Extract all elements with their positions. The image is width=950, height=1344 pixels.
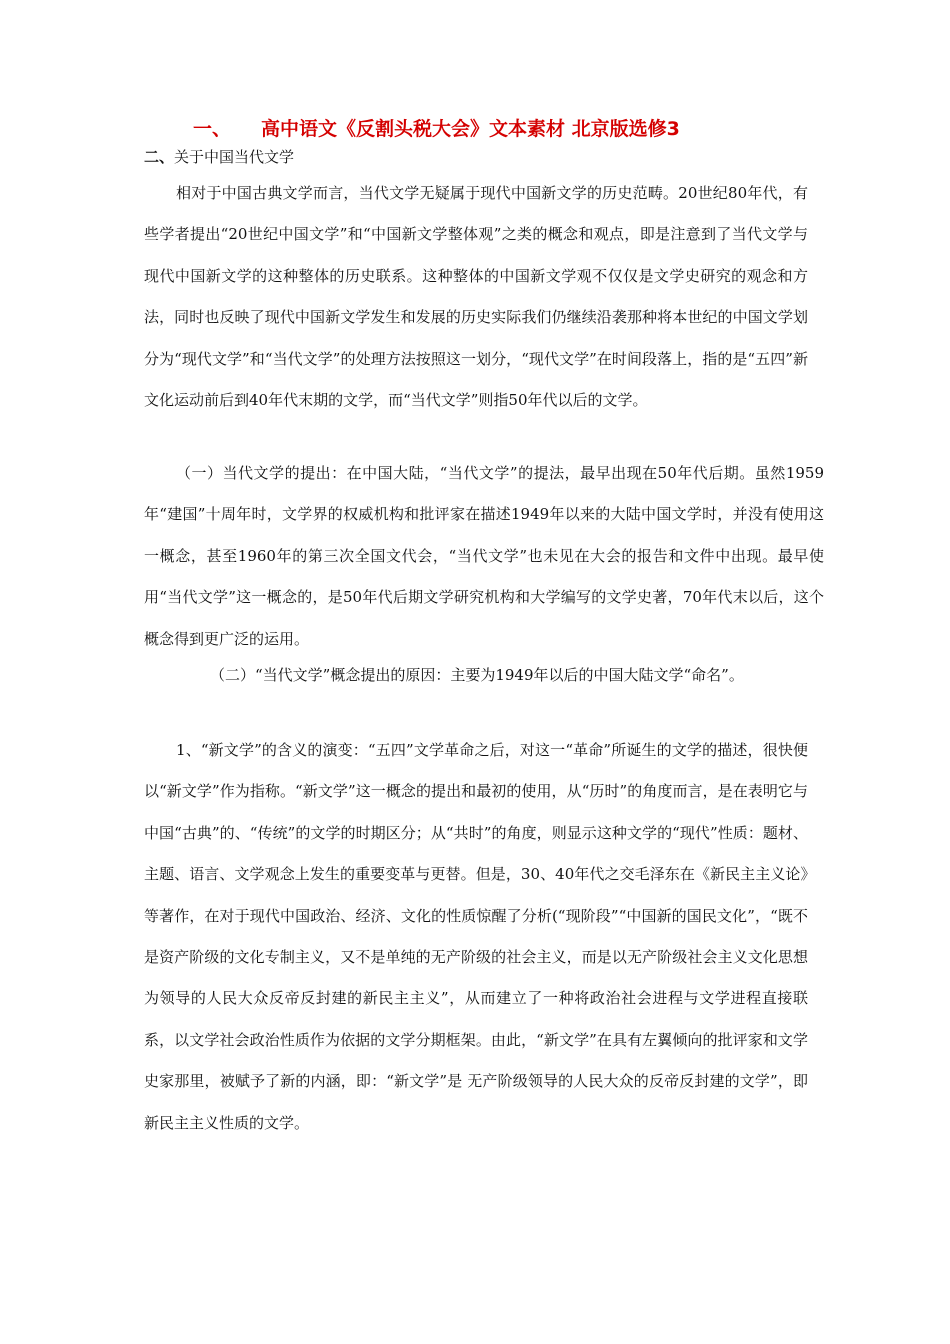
document-title bbox=[193, 116, 913, 142]
title-number: 一、 bbox=[193, 118, 232, 140]
section-heading bbox=[144, 146, 294, 168]
paragraph-intro: 相对于中国古典文学而言，当代文学无疑属于现代中国新文学的历史范畴。20世纪80年代，有些学者提出“20世纪中国文学”和“中国新文学整体观”之类的概念和观点，即是注意到了当代文学与现代中国新文学的这种整体的历史联系。这种整体的中国新文学观不仅仅是文学史研究的观念和方法，同时也反映了现代中国新文学发生和发展的历史实际我们仍继续沿袭那种将本世纪的中国文学划分为“现代文学”和“当代文学”的处理方法按照这一划分，“现代文学”在时间段落上，指的是“五四”新文化运动前后到40年代末期的文学，而“当代文学”则指50年代以后的文学。 bbox=[144, 184, 808, 410]
section-title: 关于中国当代文学 bbox=[174, 148, 295, 166]
paragraph-evolution: 1、“新文学”的含义的演变：“五四”文学革命之后，对这一“革命”所诞生的文学的描述，很快便以“新文学”作为指称。“新文学”这一概念的提出和最初的使用，从“历时”的角度而言，是在表明它与中国“古典”的、“传统”的文学的时期区分；从“共时”的角度，则显示这种文学的“现代”性质：题材、主题、语言、文学观念上发生的重要变革与更替。但是，30、40年代之交毛泽东在《新民主主义论》等著作，在对于现代中国政治、经济、文化的性质惊醒了分析(“现阶段”“中国新的国民文化”，“既不是资产阶级的文化专制主义，又不是单纯的无产阶级的社会主义，而是以无产阶级社会主义文化思想为领导的人民大众反帝反封建的新民主主义”，从而建立了一种将政治社会进程与文学进程直接联系，以文学社会政治性质作为依据的文学分期框架。由此，“新文学”在具有左翼倾向的批评家和文学史家那里，被赋予了新的内涵，即：“新文学”是 无产阶级领导的人民大众的反帝反封建的文学”，即新民主主义性质的文学。 bbox=[144, 741, 808, 1132]
section-number: 二、 bbox=[144, 148, 175, 166]
paragraph-reason: （二）“当代文学”概念提出的原因：主要为1949年以后的中国大陆文学“命名”。 bbox=[210, 666, 744, 684]
title-text: 高中语文《反割头税大会》文本素材 北京版选修3 bbox=[261, 118, 680, 140]
paragraph-origin: （一）当代文学的提出：在中国大陆，“当代文学”的提法，最早出现在50年代后期。虽然1959年“建国”十周年时，文学界的权威机构和批评家在描述1949年以来的大陆中国文学时，并没有使用这一概念，甚至1960年的第三次全国文代会，“当代文学”也未见在大会的报告和文件中出现。最早使用“当代文学”这一概念的，是50年代后期文学研究机构和大学编写的文学史著，70年代末以后，这个概念得到更广泛的运用。 bbox=[144, 464, 824, 648]
